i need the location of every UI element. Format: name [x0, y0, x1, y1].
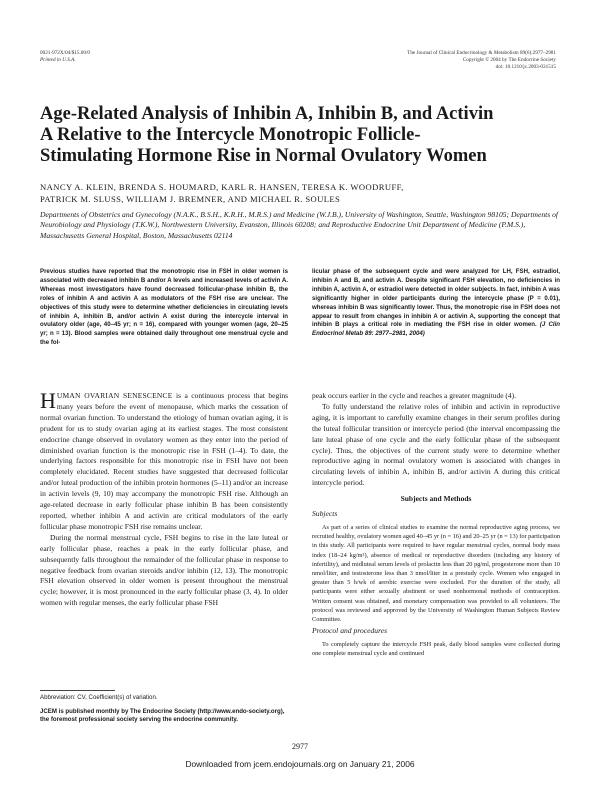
journal-header-right [276, 50, 556, 71]
author-line: NANCY A. KLEIN, BRENDA S. HOUMARD, KARL R. HANSEN, TERESA K. WOODRUFF, [40, 182, 404, 192]
footnote-rule [40, 690, 115, 691]
footnote-abbreviations: Abbreviation: CV, Coefficient(s) of variation. [40, 694, 158, 701]
body-column-left [40, 388, 289, 609]
header-right-line: Copyright © 2004 by The Endocrine Society [462, 57, 556, 63]
download-notice: Downloaded from jcem.endojournals.org on January 21, 2006 [185, 759, 415, 769]
subsection-heading: Protocol and procedures [312, 626, 388, 636]
title-line: Age-Related Analysis of Inhibin A, Inhibin B, and Activin [40, 104, 494, 124]
section-heading: Subjects and Methods [400, 494, 472, 504]
header-right-line: The Journal of Clinical Endocrinology & Metabolism 89(6):2977–2981 [407, 50, 556, 56]
subsection-heading: Subjects [312, 509, 338, 519]
footnotes [40, 690, 288, 725]
footnote-jcem-notice: JCEM is published monthly by The Endocrine Society (http://www.endo-society.org), the foremost professional society serving the endocrine community. [40, 707, 285, 724]
methods-paragraph: To completely capture the intercycle FSH peak, daily blood samples were collected during one complete menstrual cycle and continued [312, 641, 560, 658]
methods-text-1 [312, 523, 560, 624]
abstract-left: Previous studies have reported that the monotropic rise in FSH in older women is associated with decreased inhibin B and/or A levels and increased levels of activin A. Whereas most investigators have found decreased follicular-phase inhibin B, the roles of inhibin A and activin A as modulators of the FSH rise are unclear. The objectives of this study were to determine whether deficiencies in circulating levels of inhibin A, inhibin B, and/or activin A exist during the intercycle interval in ovulatory older (age, 40–45 yr; n = 16), compared with younger women (age, 20–25 yr; n = 13). Blood samples were obtained daily throughout one menstrual cycle and the fol- [40, 268, 288, 347]
abstract-right-text: licular phase of the subsequent cycle and were analyzed for LH, FSH, estradiol, inhibin A and B, and activin A. Despite significant FSH elevation, no deficiencies in inhibin A, activin A, or estradiol were detected in older subjects. In fact, inhibin A was significantly higher in older participants during the intercycle phase (P = 0.01), whereas inhibin B was significantly lower. Thus, the monotropic rise in FSH does not appear to result from changes in inhibin A or activin A, supporting the concept that inhibin B plays a critical role in mediating the FSH rise in older women. [312, 268, 560, 329]
drop-cap: H [40, 388, 56, 413]
author-list [40, 181, 560, 205]
intro-small-caps: UMAN OVARIAN SENESCENCE [56, 391, 173, 400]
page-number: 2977 [292, 742, 308, 751]
body-column-right [312, 391, 560, 659]
abstract-right [312, 268, 560, 339]
abstract-citation: (J Clin Endocrinol Metab 89: 2977–2981, 2004) [312, 321, 560, 338]
journal-header-left [40, 50, 260, 64]
intro-text: is a continuous process that begins many years before the event of menopause, which marks the cessation of normal ovarian function. To understand the etiology of human ovarian aging, it is prudent for us to study ovarian aging at its earliest stages. The most consistent endocrine change observed in ovulatory women as they enter into the period of diminished ovarian function is the monotropic rise in FSH (1–4). To date, the underlying factors responsible for this monotropic rise in FSH have not been completely elucidated. Recent studies have suggested that decreased follicular and/or luteal production of the inhibin protein hormones (5–11) and/or an increase in activin levels (9, 10) may accompany the monotropic FSH rise. Although an age-related decrease in early follicular phase inhibin B has been consistently reported, whether inhibin A and activin are critical modulators of the early follicular phase monotropic FSH rise remains unclear. [40, 391, 289, 531]
body-paragraph: During the normal menstrual cycle, FSH begins to rise in the late luteal or early follicular phase, reaches a peak in the early follicular phase, and subsequently falls throughout the remainder of the follicular phase in response to negative feedback from ovarian steroids and/or inhibin (12, 13). The monotropic FSH elevation observed in older women is present throughout the menstrual cycle; however, it is most pronounced in the early follicular phase (3, 4). In older women with regular menses, the early follicular phase FSH [40, 532, 288, 608]
title-line: Stimulating Hormone Rise in Normal Ovulatory Women [40, 146, 487, 166]
methods-paragraph: As part of a series of clinical studies to examine the normal reproductive aging process, we recruited healthy, ovulatory women aged 40–45 yr (n = 16) and 20–25 yr (n = 13) for participation in this study. All participants were required to have regular menstrual cycles, normal body mass index (18–24 kg/m²), absence of medical or reproductive disorders (including any history of infertility), and midluteal serum levels of prolactin less than 20 pg/ml, progesterone more than 10 nmol/liter, and testosterone less than 3 nmol/liter in a prestudy cycle. Women who engaged in greater than 5 h/wk of aerobic exercise were excluded. For the duration of the study, all participants were either sexually abstinent or used nonhormonal methods of contraception. Written consent was obtained, and monetary compensation was provided to all volunteers. The protocol was reviewed and approved by the University of Washington Human Subjects Review Committee. [312, 523, 561, 623]
header-right-line: doi: 10.1210/jc.2003-031515 [495, 64, 556, 70]
affiliations: Departments of Obstetrics and Gynecology (N.A.K., B.S.H., K.R.H., M.R.S.) and Medicine (W.J.B.), University of Washington, Seattle, Washington 98105; Departments of Neurobiology and Physiology (T.K.W.), Northwestern University, Evanston, Illinois 60208; and Reproductive Endocrine Unit Department of Medicine (P.M.S.), Massachusetts General Hospital, Boston, Massachusetts 02114 [40, 210, 558, 240]
header-left-line: Printed in U.S.A. [40, 57, 76, 63]
methods-text-2 [312, 640, 560, 658]
title-line: A Relative to the Intercycle Monotropic Follicle- [40, 125, 421, 145]
intro-paragraph [40, 388, 289, 533]
author-line: PATRICK M. SLUSS, WILLIAM J. BREMNER, AND MICHAEL R. SOULES [40, 194, 341, 204]
article-title [40, 104, 560, 167]
header-left-line: 0021-972X/04/$15.00/0 [40, 50, 91, 56]
body-paragraph-continued: peak occurs earlier in the cycle and reaches a greater magnitude (4). [312, 391, 517, 400]
body-paragraph: To fully understand the relative roles of inhibin and activin in reproductive aging, it is important to carefully examine changes in their serum profiles during the luteal follicular transition or intercycle period (the interval encompassing the late luteal phase of one cycle and the early follicular phase of the subsequent cycle). Thus, the objectives of the current study were to determine whether reproductive aging in normal ovulatory women is associated with changes in circulating levels of inhibin A, inhibin B, and/or activin A during this critical intercycle period. [312, 401, 560, 488]
